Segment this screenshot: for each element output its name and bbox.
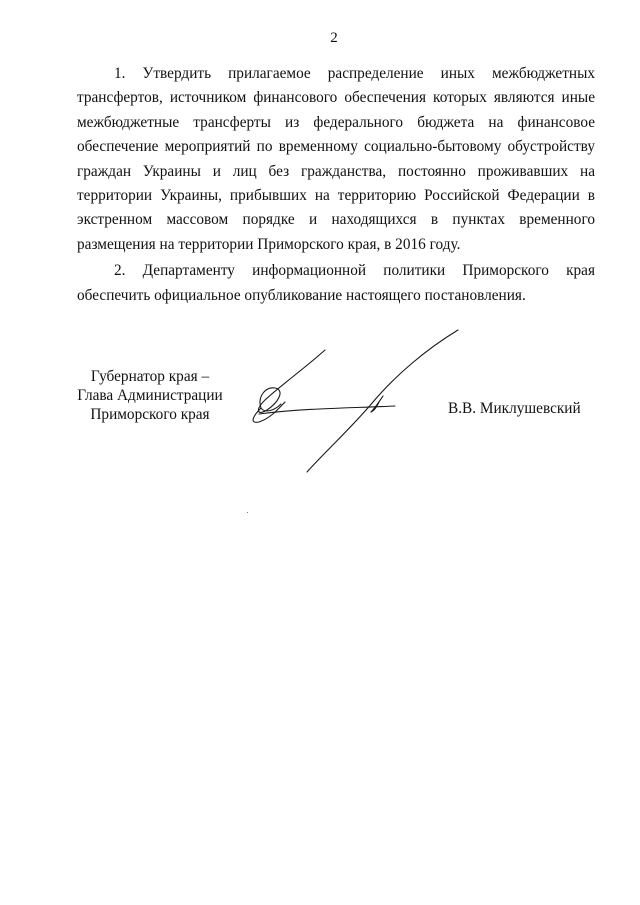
scan-speck — [247, 512, 248, 513]
signer-title-line: Глава Администрации — [77, 387, 223, 404]
signer-title — [70, 367, 230, 424]
paragraph-approve: 1. Утвердить прилагаемое распределение иных межбюджетных трансфертов, источником финансового обеспечения которых являются иные межбюджетные трансферты из федерального бюджета на финансовое обеспечение мероприятий по временному социально-бытовому обустройству граждан Украины и лиц без гражданства, постоянно проживавших на территории Украины, прибывших на территорию Российской Федерации в экстренном массовом порядке и находящихся в пунктах временного размещения на территории Приморского края, в 2016 году. — [77, 65, 595, 253]
document-body — [77, 62, 595, 308]
handwritten-signature — [245, 328, 465, 476]
paragraph-publication: 2. Департаменту информационной политики Приморского края обеспечить официальное опубликование настоящего постановления. — [77, 262, 595, 304]
signer-name: В.В. Миклушевский — [448, 400, 581, 417]
signer-title-line: Приморского края — [90, 406, 210, 423]
signer-title-line: Губернатор края – — [90, 368, 210, 385]
page-number: 2 — [330, 30, 338, 46]
